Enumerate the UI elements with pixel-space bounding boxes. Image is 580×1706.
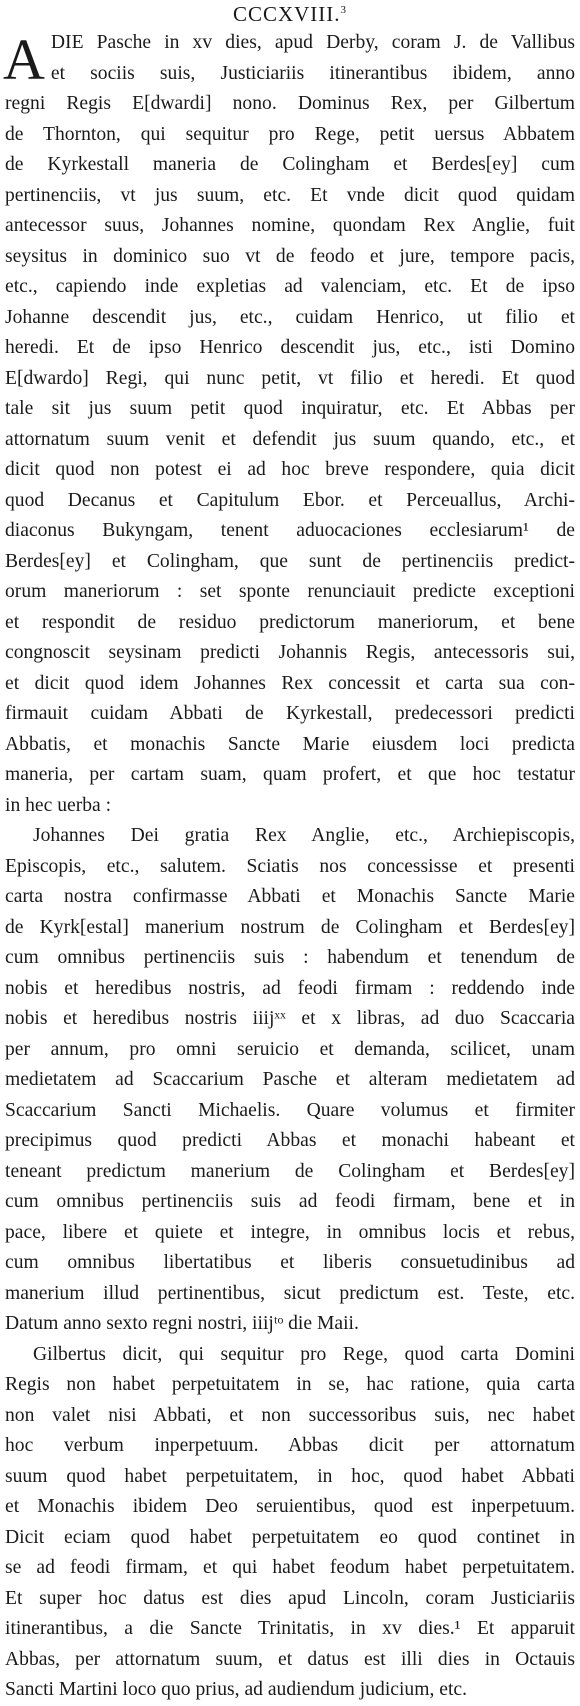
text-line: Sancti Martini loco quo prius, ad audiendum judicium, etc. xyxy=(5,1679,467,1700)
text-line: et dicit quod idem Johannes Rex concessit et carta sua con- xyxy=(5,672,575,694)
text-line: Scaccarium Sancti Michaelis. Quare volumus et firmiter xyxy=(5,1099,575,1121)
text-line: Abbas, per attornatum suum, et datus est illi dies in Octauis xyxy=(5,1648,575,1670)
text-line: congnoscit seysinam predicti Johannis Regis, antecessoris sui, xyxy=(5,642,575,663)
text-line: de Kyrkestall maneria de Colingham et Berdes[ey] cum xyxy=(5,154,575,175)
text-line: non valet nisi Abbati, et non successoribus suis, nec habet xyxy=(5,1404,575,1426)
text-line: DIE Pasche in xv dies, apud Derby, coram J. de Vallibus xyxy=(50,32,575,53)
text-line: nobis et heredibus nostris iiijˣˣ et x libras, ad duo Scaccaria xyxy=(5,1008,575,1029)
text-line: in hec uerba : xyxy=(5,794,112,816)
text-line: medietatem ad Scaccarium Pasche et alteram medietatem ad xyxy=(5,1069,575,1090)
text-line: et Monachis ibidem Deo seruientibus, quod est inperpetuum. xyxy=(5,1496,575,1517)
page-title xyxy=(0,2,580,26)
heading-footnote-marker: 3 xyxy=(340,4,348,16)
text-line: Episcopis, etc., salutem. Sciatis nos concessisse et presenti xyxy=(5,855,575,877)
text-line: Johannes Dei gratia Rex Anglie, etc., Archiepiscopis, xyxy=(33,825,575,846)
text-line: de Kyrk[estal] manerium nostrum de Colingham et Berdes[ey] xyxy=(5,916,575,938)
text-line: teneant predictum manerium de Colingham et Berdes[ey] xyxy=(5,1160,575,1182)
text-line: heredi. Et de ipso Henrico descendit jus, etc., isti Domino xyxy=(5,337,575,358)
text-line: firmauit cuidam Abbati de Kyrkestall, predecessori predicti xyxy=(5,703,575,724)
text-line: Datum anno sexto regni nostri, iiijᵗᵒ die Maii. xyxy=(5,1313,359,1334)
text-line: cum omnibus libertatibus et liberis consuetudinibus ad xyxy=(5,1252,575,1273)
text-line: et sociis suis, Justiciariis itinerantibus ibidem, anno xyxy=(50,62,575,84)
text-line: cum omnibus pertinenciis suis ad feodi firmam, bene et in xyxy=(5,1191,575,1212)
text-line: E[dwardo] Regi, qui nunc petit, vt filio et heredi. Et quod xyxy=(5,367,575,389)
text-line: cum omnibus pertinenciis suis : habendum et tenendum de xyxy=(5,947,575,968)
text-line: regni Regis E[dwardi] nono. Dominus Rex, per Gilbertum xyxy=(5,93,575,114)
text-line: Dicit eciam quod habet perpetuitatem eo quod continet in xyxy=(5,1526,575,1548)
drop-capital: A xyxy=(3,27,45,92)
text-line: suum quod habet perpetuitatem, in hoc, quod habet Abbati xyxy=(5,1465,575,1487)
document-body xyxy=(5,28,575,1706)
text-line: carta nostra confirmasse Abbati et Monachis Sancte Marie xyxy=(5,886,575,907)
text-line: de Thornton, qui sequitur pro Rege, petit uersus Abbatem xyxy=(5,123,575,145)
text-line: antecessor suus, Johannes nomine, quondam Rex Anglie, fuit xyxy=(5,215,575,236)
text-line: tale sit jus suum petit quod inquiratur, etc. Et Abbas per xyxy=(5,398,575,419)
text-line: quod Decanus et Capitulum Ebor. et Perceuallus, Archi- xyxy=(5,489,575,511)
text-line: pertinenciis, vt jus suum, etc. Et vnde dicit quod quidam xyxy=(5,184,575,206)
text-line: dicit quod non potest ei ad hoc breve respondere, quia dicit xyxy=(5,459,575,480)
text-line: itinerantibus, a die Sancte Trinitatis, in xv dies.¹ Et apparuit xyxy=(5,1618,575,1639)
text-line: nobis et heredibus nostris, ad feodi firmam : reddendo inde xyxy=(5,977,575,999)
text-line: per annum, pro omni seruicio et demanda, scilicet, unam xyxy=(5,1038,575,1060)
text-line: et respondit de residuo predictorum maneriorum, et bene xyxy=(5,611,575,633)
text-line: pace, libere et quiete et integre, in omnibus locis et rebus, xyxy=(5,1221,575,1243)
text-line: Johanne descendit jus, etc., cuidam Henrico, ut filio et xyxy=(5,306,575,328)
text-line: maneria, per cartam suam, quam profert, et que hoc testatur xyxy=(5,764,575,785)
text-line: etc., capiendo inde expletias ad valenciam, etc. Et de ipso xyxy=(5,276,575,297)
text-line: orum maneriorum : set sponte renunciauit predicte exceptioni xyxy=(5,581,575,602)
text-line: attornatum suum venit et defendit jus suum quando, etc., et xyxy=(5,428,575,450)
text-line: Et super hoc datus est dies apud Lincoln, coram Justiciariis xyxy=(5,1587,575,1609)
text-line: precipimus quod predicti Abbas et monachi habeant et xyxy=(5,1130,575,1151)
text-line: se ad feodi firmam, et qui habet feodum habet perpetuitatem. xyxy=(5,1557,575,1578)
text-line: Abbatis, et monachis Sancte Marie eiusdem loci predicta xyxy=(5,733,575,755)
heading-text: CCCXVIII. xyxy=(232,2,341,26)
text-line: seysitus in dominico suo vt de feodo et jure, tempore pacis, xyxy=(5,245,575,267)
text-line: Gilbertus dicit, qui sequitur pro Rege, quod carta Domini xyxy=(33,1343,575,1365)
text-line: diaconus Bukyngam, tenent aduocaciones ecclesiarum¹ de xyxy=(5,520,575,541)
text-line: Regis non habet perpetuitatem in se, hac ratione, quia carta xyxy=(5,1374,575,1395)
text-line: Berdes[ey] et Colingham, que sunt de pertinenciis predict- xyxy=(5,550,575,572)
text-line: manerium illud pertinentibus, sicut predictum est. Teste, etc. xyxy=(5,1282,575,1304)
text-line: hoc verbum inperpetuum. Abbas dicit per attornatum xyxy=(5,1435,575,1456)
